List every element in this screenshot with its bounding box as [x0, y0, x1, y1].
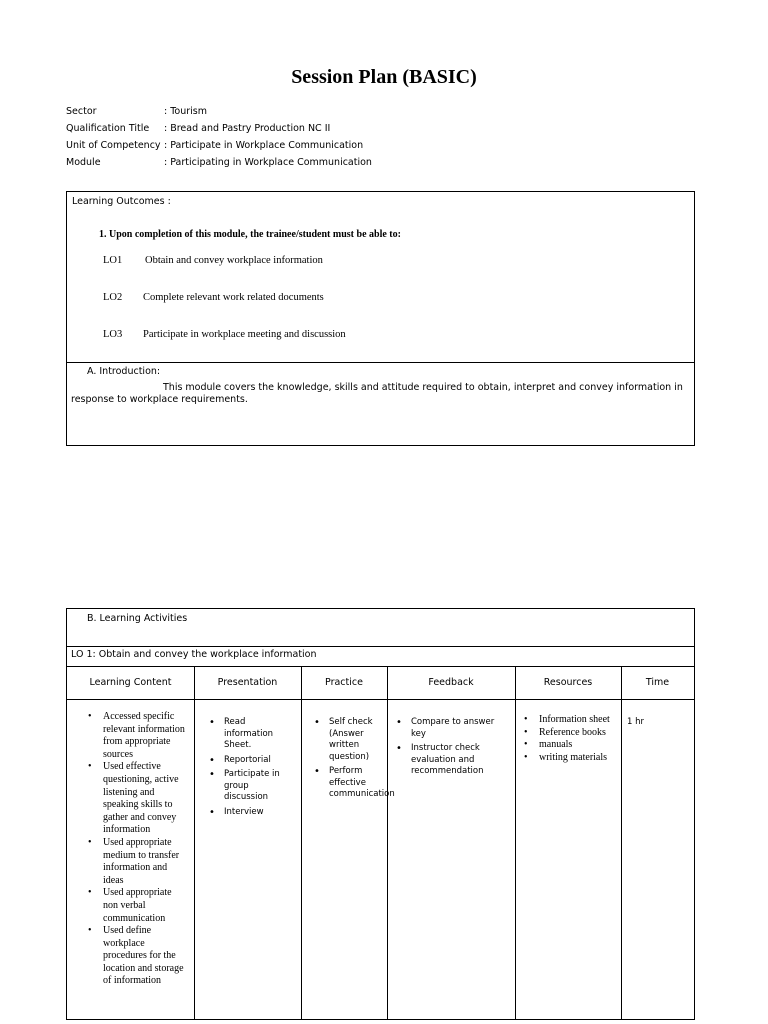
- list-item: • Instructor check evaluation and recommendation: [391, 743, 509, 778]
- list-item: • writing materials: [519, 752, 617, 765]
- learning-activities-table: [66, 608, 695, 1020]
- list-item: • manuals: [519, 739, 617, 752]
- list-item: • Reportorial: [204, 755, 294, 767]
- learning-activities-heading: B. Learning Activities: [87, 613, 188, 624]
- lo-code: LO3: [103, 329, 123, 340]
- divider: [67, 666, 694, 667]
- lo-text: Participate in workplace meeting and discussion: [143, 329, 346, 340]
- list-item: • Used appropriate medium to transfer information and ideas: [83, 837, 189, 887]
- column-header-practice: Practice: [325, 677, 363, 688]
- list-item: • Perform effective communication: [309, 766, 385, 801]
- meta-value: : Tourism: [164, 106, 207, 117]
- page-title: Session Plan (BASIC): [291, 66, 477, 88]
- divider: [67, 699, 694, 700]
- lo-item: [103, 329, 346, 340]
- list-item: • Self check (Answer written question): [309, 717, 385, 763]
- list-item: • Used define workplace procedures for the location and storage of information: [83, 925, 189, 988]
- meta-key: Sector: [66, 106, 97, 117]
- practice-cell: [309, 717, 395, 801]
- list-item: • Accessed specific relevant information from appropriate sources: [83, 711, 189, 761]
- column-header-learning-content: Learning Content: [89, 677, 172, 688]
- learning-outcomes-heading: Learning Outcomes :: [72, 196, 171, 207]
- column-divider: [515, 667, 516, 1019]
- lo-text: Complete relevant work related documents: [143, 292, 324, 303]
- column-header-time: Time: [645, 677, 670, 688]
- feedback-cell: [391, 717, 509, 778]
- column-header-presentation: Presentation: [217, 677, 278, 688]
- meta-key: Unit of Competency: [66, 140, 161, 151]
- lo-code: LO1: [103, 255, 123, 266]
- meta-module: [66, 156, 372, 169]
- learning-outcomes-intro: 1. Upon completion of this module, the trainee/student must be able to:: [99, 229, 401, 240]
- meta-value: : Participating in Workplace Communication: [164, 157, 372, 168]
- meta-unit: [66, 139, 363, 152]
- meta-value: : Participate in Workplace Communication: [164, 140, 364, 151]
- list-item: • Participate in group discussion: [204, 769, 294, 804]
- column-header-resources: Resources: [543, 677, 593, 688]
- lo-item: [103, 255, 323, 266]
- column-divider: [301, 667, 302, 1019]
- column-divider: [194, 667, 195, 1019]
- list-item: • Used appropriate non verbal communication: [83, 887, 189, 925]
- meta-sector: [66, 105, 207, 118]
- presentation-cell: [204, 717, 294, 818]
- list-item: • Compare to answer key: [391, 717, 509, 740]
- meta-key: Module: [66, 157, 101, 168]
- column-header-feedback: Feedback: [428, 677, 474, 688]
- list-item: • Interview: [204, 807, 294, 819]
- list-item: • Reference books: [519, 727, 617, 740]
- divider: [67, 646, 694, 647]
- learning-content-cell: [83, 711, 189, 988]
- introduction-text: This module covers the knowledge, skills and attitude required to obtain, interpret and convey information in response to workplace requirements.: [71, 382, 683, 405]
- meta-qualification: [66, 122, 330, 135]
- column-divider: [621, 667, 622, 1019]
- time-value: 1 hr: [627, 717, 644, 727]
- divider: [67, 362, 694, 363]
- introduction-heading: A. Introduction:: [87, 366, 161, 377]
- list-item: • Information sheet: [519, 714, 617, 727]
- meta-value: : Bread and Pastry Production NC II: [164, 123, 331, 134]
- lo-item: [103, 292, 324, 303]
- list-item: • Read information Sheet.: [204, 717, 294, 752]
- lo-text: Obtain and convey workplace information: [145, 255, 323, 266]
- meta-key: Qualification Title: [66, 123, 150, 134]
- learning-outcomes-box: [66, 191, 695, 446]
- lo1-title: LO 1: Obtain and convey the workplace information: [71, 649, 317, 660]
- resources-cell: [519, 714, 617, 764]
- list-item: • Used effective questioning, active listening and speaking skills to gather and convey information: [83, 761, 189, 837]
- column-divider: [387, 667, 388, 1019]
- lo-code: LO2: [103, 292, 123, 303]
